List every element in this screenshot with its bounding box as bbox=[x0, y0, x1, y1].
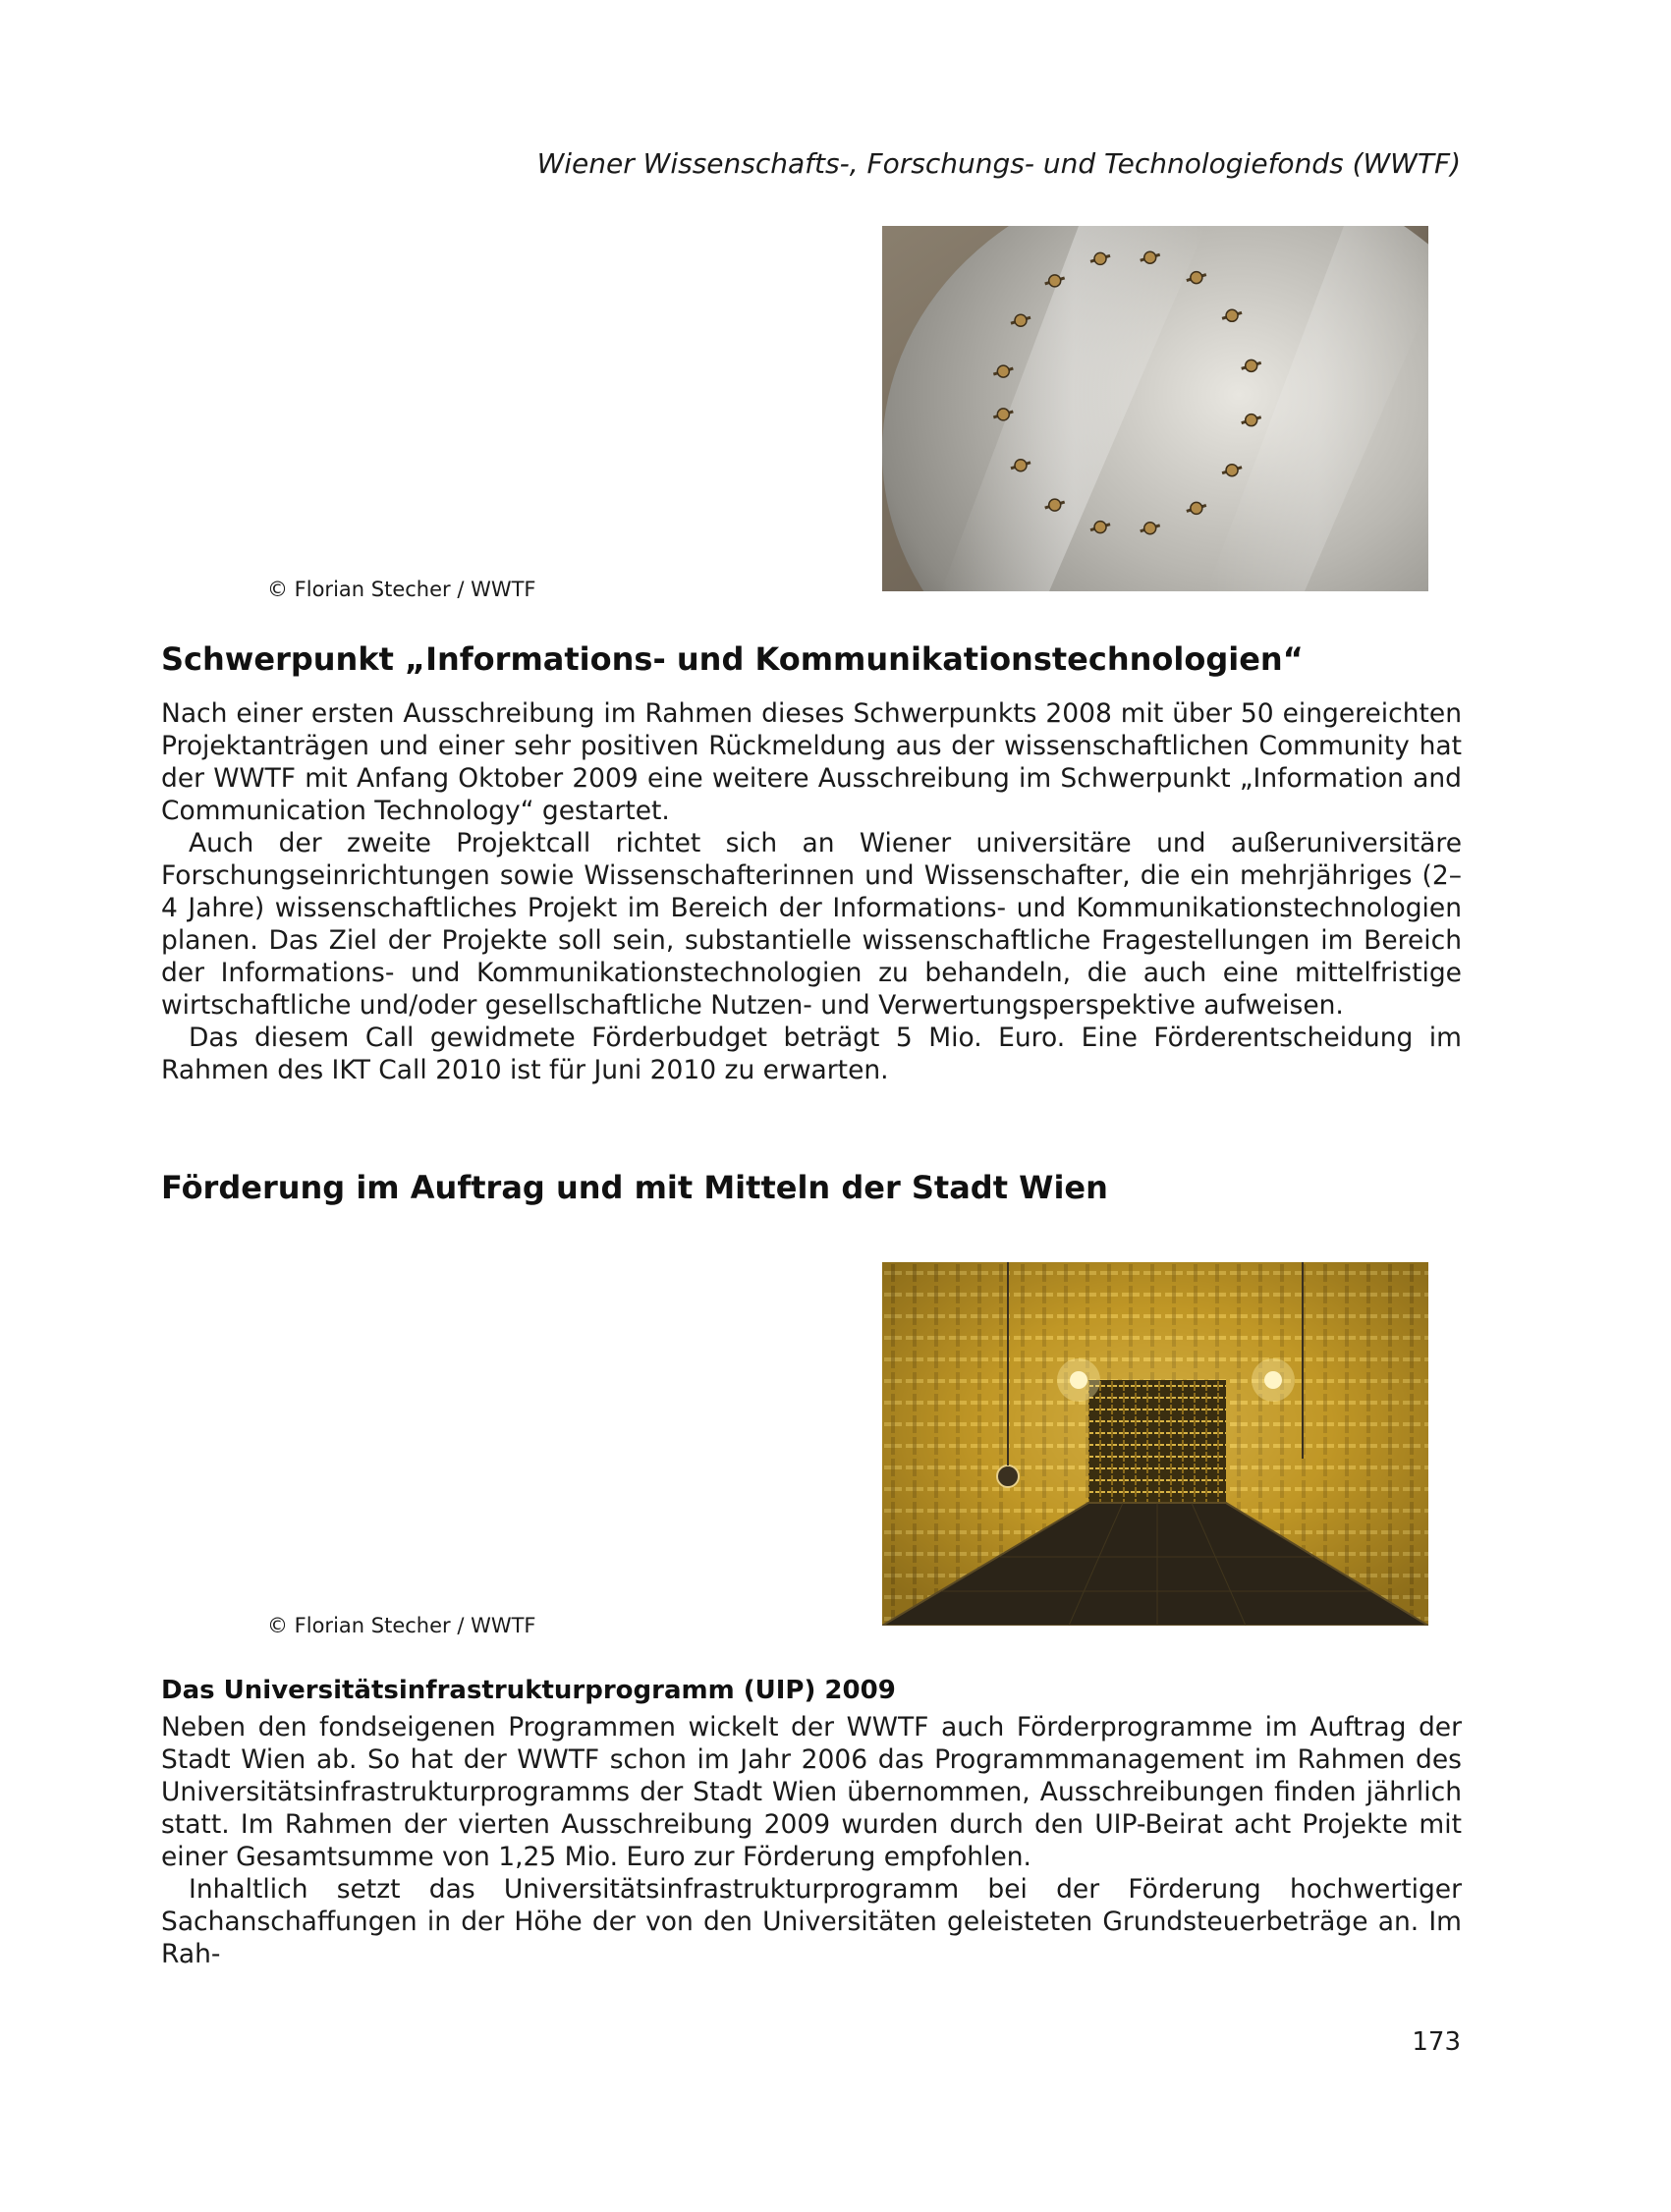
photo-anechoic-chamber bbox=[882, 1262, 1428, 1626]
photo-caption: © Florian Stecher / WWTF bbox=[267, 1614, 536, 1637]
section-body-ict bbox=[161, 697, 1462, 1086]
photo-loudspeaker-disc bbox=[882, 226, 1428, 591]
section-heading-ict: Schwerpunkt „Informations- und Kommunikationstechnologien“ bbox=[161, 640, 1304, 678]
paragraph: Nach einer ersten Ausschreibung im Rahmen dieses Schwerpunkts 2008 mit über 50 eingereichten Projektanträgen und einer sehr positiven Rückmeldung aus der wissenschaftlichen Community hat der WWTF mit Anfang Oktober 2009 eine weitere Ausschreibung im Schwerpunkt „Information and Communication Technology“ gestartet. bbox=[161, 698, 1462, 826]
section-heading-stadt-wien: Förderung im Auftrag und mit Mitteln der Stadt Wien bbox=[161, 1169, 1108, 1206]
paragraph: Inhaltlich setzt das Universitätsinfrastrukturprogramm bei der Förderung hochwertiger Sachanschaffungen in der Höhe der von den Universitäten geleisteten Grundsteuerbeträge an. Im Rah- bbox=[161, 1874, 1462, 1969]
anechoic-chamber-image bbox=[882, 1262, 1428, 1626]
loudspeaker-disc-image bbox=[882, 226, 1428, 591]
photo-caption: © Florian Stecher / WWTF bbox=[267, 578, 536, 601]
paragraph: Auch der zweite Projektcall richtet sich an Wiener universitäre und außeruniversitäre Forschungseinrichtungen sowie Wissenschafterinnen und Wissenschafter, die ein mehrjähriges (2–4 Jahre) wissenschaftliches Projekt im Bereich der Informations- und Kommunikationstechnologien planen. Das Ziel der Projekte soll sein, substantielle wissenschaftliche Fragestellungen im Bereich der Informations- und Kommunikationstechnologien zu behandeln, die auch eine mittelfristige wirtschaftliche und/oder gesellschaftliche Nutzen- und Verwertungsperspektive aufweisen. bbox=[161, 828, 1462, 1021]
section-body-uip bbox=[161, 1711, 1462, 1970]
paragraph: Neben den fondseigenen Programmen wickelt der WWTF auch Förderprogramme im Auftrag der Stadt Wien ab. So hat der WWTF schon im Jahr 2006 das Programmmanagement im Rahmen des Universitätsinfrastrukturprogramms der Stadt Wien übernommen, Ausschreibungen finden jährlich statt. Im Rahmen der vierten Ausschreibung 2009 wurden durch den UIP-Beirat acht Projekte mit einer Gesamtsumme von 1,25 Mio. Euro zur Förderung empfohlen. bbox=[161, 1712, 1462, 1872]
running-header: Wiener Wissenschafts-, Forschungs- und Technologiefonds (WWTF) bbox=[536, 147, 1461, 180]
paragraph: Das diesem Call gewidmete Förderbudget beträgt 5 Mio. Euro. Eine Förderentscheidung im Rahmen des IKT Call 2010 ist für Juni 2010 zu erwarten. bbox=[161, 1023, 1462, 1085]
subheading-uip: Das Universitätsinfrastrukturprogramm (UIP) 2009 bbox=[161, 1676, 896, 1705]
page-number: 173 bbox=[1412, 2027, 1461, 2057]
